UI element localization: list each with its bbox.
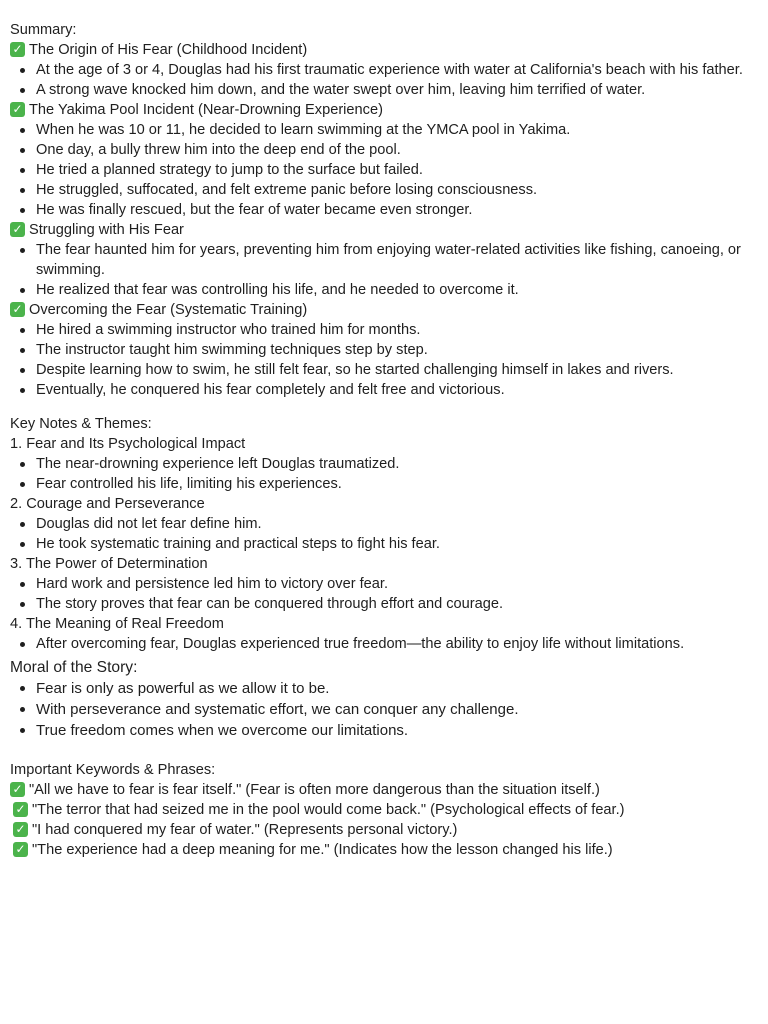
section-title-text: The Yakima Pool Incident (Near-Drowning Experience) <box>29 102 383 118</box>
bullet-list <box>10 60 758 100</box>
bullet-list <box>10 634 758 654</box>
list-item: Hard work and persistence led him to victory over fear. <box>10 574 758 594</box>
check-mark-icon: ✓ <box>13 822 28 837</box>
check-mark-icon: ✓ <box>10 102 25 117</box>
bullet-list <box>10 240 758 300</box>
keywords-heading: Important Keywords & Phrases: <box>10 762 216 778</box>
list-item: He tried a planned strategy to jump to the surface but failed. <box>10 160 758 180</box>
keyword-item <box>10 840 758 860</box>
keyword-item <box>10 820 758 840</box>
list-item: Fear controlled his life, limiting his experiences. <box>10 474 758 494</box>
keyword-item <box>10 800 758 820</box>
bullet-list <box>10 574 758 614</box>
list-item: Fear is only as powerful as we allow it to be. <box>10 678 758 699</box>
theme-title: 3. The Power of Determination <box>10 556 208 572</box>
check-mark-icon: ✓ <box>10 302 25 317</box>
list-item: He took systematic training and practical steps to fight his fear. <box>10 534 758 554</box>
list-item: He realized that fear was controlling his life, and he needed to overcome it. <box>10 280 758 300</box>
list-item: One day, a bully threw him into the deep end of the pool. <box>10 140 758 160</box>
list-item: A strong wave knocked him down, and the water swept over him, leaving him terrified of water. <box>10 80 758 100</box>
list-item: He struggled, suffocated, and felt extreme panic before losing consciousness. <box>10 180 758 200</box>
list-item: The fear haunted him for years, preventing him from enjoying water-related activities like fishing, canoeing, or swimming. <box>10 240 758 280</box>
moral-heading: Moral of the Story: <box>10 659 138 676</box>
check-mark-icon: ✓ <box>10 222 25 237</box>
list-item: True freedom comes when we overcome our limitations. <box>10 720 758 741</box>
section-title-struggling <box>10 220 758 240</box>
list-item: After overcoming fear, Douglas experienced true freedom—the ability to enjoy life without limitations. <box>10 634 758 654</box>
list-item: He was finally rescued, but the fear of water became even stronger. <box>10 200 758 220</box>
keyword-text: "The experience had a deep meaning for me." (Indicates how the lesson changed his life.) <box>32 842 613 858</box>
theme-title: 2. Courage and Perseverance <box>10 496 205 512</box>
section-title-text: Struggling with His Fear <box>29 222 184 238</box>
bullet-list <box>10 120 758 220</box>
check-mark-icon: ✓ <box>10 782 25 797</box>
section-title-text: Overcoming the Fear (Systematic Training) <box>29 302 308 318</box>
list-item: The story proves that fear can be conquered through effort and courage. <box>10 594 758 614</box>
list-item: The near-drowning experience left Douglas traumatized. <box>10 454 758 474</box>
list-item: The instructor taught him swimming techniques step by step. <box>10 340 758 360</box>
section-title-overcoming <box>10 300 758 320</box>
section-title-origin <box>10 40 758 60</box>
section-title-text: The Origin of His Fear (Childhood Incident) <box>29 42 308 58</box>
bullet-list <box>10 320 758 400</box>
list-item: He hired a swimming instructor who trained him for months. <box>10 320 758 340</box>
theme-title: 1. Fear and Its Psychological Impact <box>10 436 246 452</box>
list-item: Eventually, he conquered his fear completely and felt free and victorious. <box>10 380 758 400</box>
section-title-yakima <box>10 100 758 120</box>
summary-heading: Summary: <box>10 22 77 38</box>
list-item: Despite learning how to swim, he still felt fear, so he started challenging himself in lakes and rivers. <box>10 360 758 380</box>
list-item: At the age of 3 or 4, Douglas had his first traumatic experience with water at California's beach with his father. <box>10 60 758 80</box>
keyword-text: "All we have to fear is fear itself." (Fear is often more dangerous than the situation itself.) <box>29 782 600 798</box>
themes-heading: Key Notes & Themes: <box>10 416 152 432</box>
theme-title: 4. The Meaning of Real Freedom <box>10 616 224 632</box>
check-mark-icon: ✓ <box>13 842 28 857</box>
list-item: When he was 10 or 11, he decided to learn swimming at the YMCA pool in Yakima. <box>10 120 758 140</box>
bullet-list <box>10 678 758 741</box>
bullet-list <box>10 454 758 494</box>
check-mark-icon: ✓ <box>10 42 25 57</box>
check-mark-icon: ✓ <box>13 802 28 817</box>
list-item: With perseverance and systematic effort, we can conquer any challenge. <box>10 699 758 720</box>
bullet-list <box>10 514 758 554</box>
keyword-text: "The terror that had seized me in the pool would come back." (Psychological effects of fear.) <box>32 802 625 818</box>
list-item: Douglas did not let fear define him. <box>10 514 758 534</box>
keyword-text: "I had conquered my fear of water." (Represents personal victory.) <box>32 822 458 838</box>
keyword-item <box>10 780 758 800</box>
